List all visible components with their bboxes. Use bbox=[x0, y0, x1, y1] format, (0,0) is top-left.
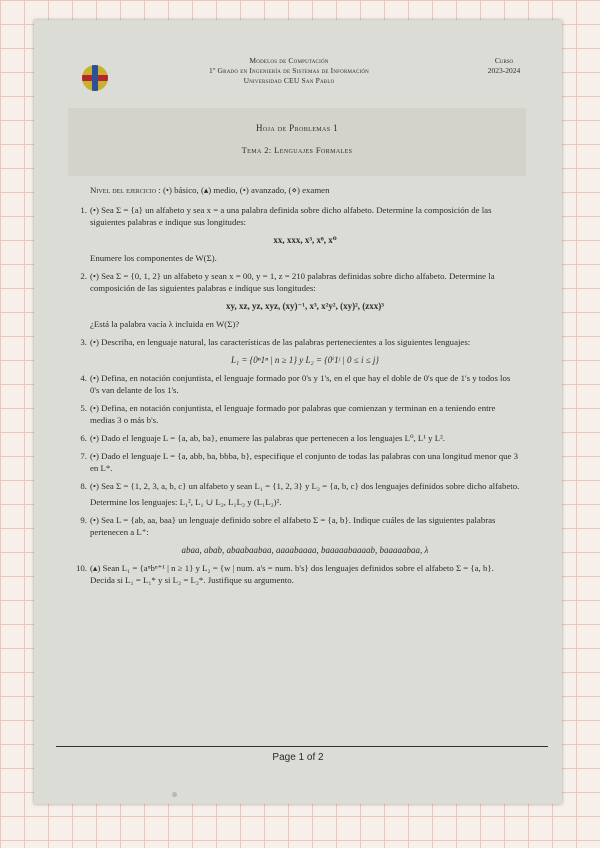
problem-formula: xy, xz, yz, xyz, (xy)⁻¹, x³, x²y², (xy)², (zxx)³ bbox=[226, 301, 384, 311]
problem-subtext: Determine los lenguajes: L₁², L₁ ∪ L₂, L₁L₂ y (L₁L₂)². bbox=[90, 497, 282, 507]
problem-1-note: Enumere los componentes de W(Σ). bbox=[90, 253, 217, 263]
year-label: Curso bbox=[494, 56, 514, 65]
problem-number: 4. bbox=[80, 373, 87, 383]
problem-formula: L₁ = {0ⁿ1ⁿ | n ≥ 1} y L₂ = {0ⁱ1ʲ | 0 ≤ i ≤ j} bbox=[230, 355, 380, 365]
problem-2 bbox=[74, 270, 520, 312]
document-page bbox=[34, 20, 562, 804]
degree-name: 1º Grado en Ingeniería de Sistemas de Información bbox=[209, 66, 369, 75]
problem-6 bbox=[74, 432, 520, 444]
problem-7 bbox=[74, 450, 520, 474]
problem-text: (•) Describa, en lenguaje natural, las características de las palabras pertenecientes a los siguientes lenguajes: bbox=[90, 337, 471, 347]
header-center bbox=[164, 56, 414, 86]
title-box bbox=[68, 108, 526, 176]
academic-year: 2023-2024 bbox=[487, 66, 521, 75]
problem-2-note: ¿Está la palabra vacía λ incluida en W(Σ)? bbox=[90, 319, 240, 329]
problem-formula: xx, xxx, x³, x⁸, x⁰ bbox=[273, 235, 337, 245]
header-right bbox=[454, 56, 554, 76]
problem-text: (•) Sea Σ = {a} un alfabeto y sea x = a una palabra definida sobre dicho alfabeto. Determine la composición de las siguientes palabras e indique sus longitudes: bbox=[90, 205, 492, 227]
problem-text: (•) Dado el lenguaje L = {a, abb, ba, bbba, b}, especifique el conjunto de todas las palabras con una longitud menor que 3 en L*. bbox=[90, 451, 519, 473]
problem-text: (•) Sea L = {ab, aa, baa} un lenguaje definido sobre el alfabeto Σ = {a, b}. Indique cuáles de las siguientes palabras pertenecen a L⁺: bbox=[90, 515, 496, 537]
problem-number: 2. bbox=[80, 271, 87, 281]
problem-text: (•) Sea Σ = {1, 2, 3, a, b, c} un alfabeto y sean L₁ = {1, 2, 3} y L₂ = {a, b, c} dos lenguajes definidos sobre dicho alfabeto. bbox=[90, 481, 520, 491]
footer-divider bbox=[56, 746, 548, 747]
problem-text: (•) Dado el lenguaje L = {a, ab, ba}, enumere las palabras que pertenecen a los lenguajes L⁰, L¹ y L². bbox=[90, 433, 445, 443]
problem-formula: abaa, abab, abaabaabaa, aaaabaaaa, baaaaabaaaab, baaaaabaa, λ bbox=[181, 545, 429, 555]
paper-mark bbox=[172, 792, 177, 797]
problem-text: (•) Sea Σ = {0, 1, 2} un alfabeto y sean x = 00, y = 1, z = 210 palabras definidas sobre dicho alfabeto. Determine la composición de las siguientes palabras e indique sus longitudes: bbox=[90, 271, 495, 293]
problem-text: (•) Defina, en notación conjuntista, el lenguaje formado por 0's y 1's, en el que hay el doble de 0's que de 1's y todos los 0's van delante de los 1's. bbox=[90, 373, 511, 395]
sheet-title: Hoja de Problemas 1 bbox=[255, 123, 339, 133]
problem-number: 9. bbox=[80, 515, 87, 525]
university-name: Universidad CEU San Pablo bbox=[243, 76, 335, 85]
problem-5 bbox=[74, 402, 520, 426]
page-number: Page 1 of 2 bbox=[272, 752, 324, 763]
course-name: Modelos de Computación bbox=[249, 56, 329, 65]
difficulty-legend bbox=[90, 184, 520, 196]
problem-number: 3. bbox=[80, 337, 87, 347]
problem-number: 6. bbox=[80, 433, 87, 443]
problem-list bbox=[74, 178, 520, 592]
problem-9 bbox=[74, 514, 520, 556]
problem-number: 5. bbox=[80, 403, 87, 413]
difficulty-values: (•) básico, (▴) medio, (•) avanzado, (⋄) examen bbox=[162, 185, 330, 195]
problem-1 bbox=[74, 204, 520, 246]
topic-title: Tema 2: Lenguajes Formales bbox=[241, 145, 353, 155]
university-logo-icon bbox=[82, 65, 108, 91]
problem-number: 7. bbox=[80, 451, 87, 461]
problem-text: (•) Defina, en notación conjuntista, el lenguaje formado por palabras que comienzan y terminan en a teniendo entre medias 3 o más b's. bbox=[90, 403, 496, 425]
difficulty-label: Nivel del ejercicio : bbox=[90, 185, 161, 195]
problem-3 bbox=[74, 336, 520, 366]
problem-4 bbox=[74, 372, 520, 396]
problem-number: 1. bbox=[80, 205, 87, 215]
problem-number: 8. bbox=[80, 481, 87, 491]
problem-8 bbox=[74, 480, 520, 508]
problem-10 bbox=[74, 562, 520, 586]
problem-text: (▴) Sean L₁ = {aⁿbⁿ⁺¹ | n ≥ 1} y L₂ = {w | num. a's = num. b's} dos lenguajes definidos sobre el alfabeto Σ = {a, b}. Decida si L₁ = L₁* y si L₂ = L₂*. Justifique su argumento. bbox=[90, 563, 494, 585]
problem-number: 10. bbox=[76, 563, 87, 573]
